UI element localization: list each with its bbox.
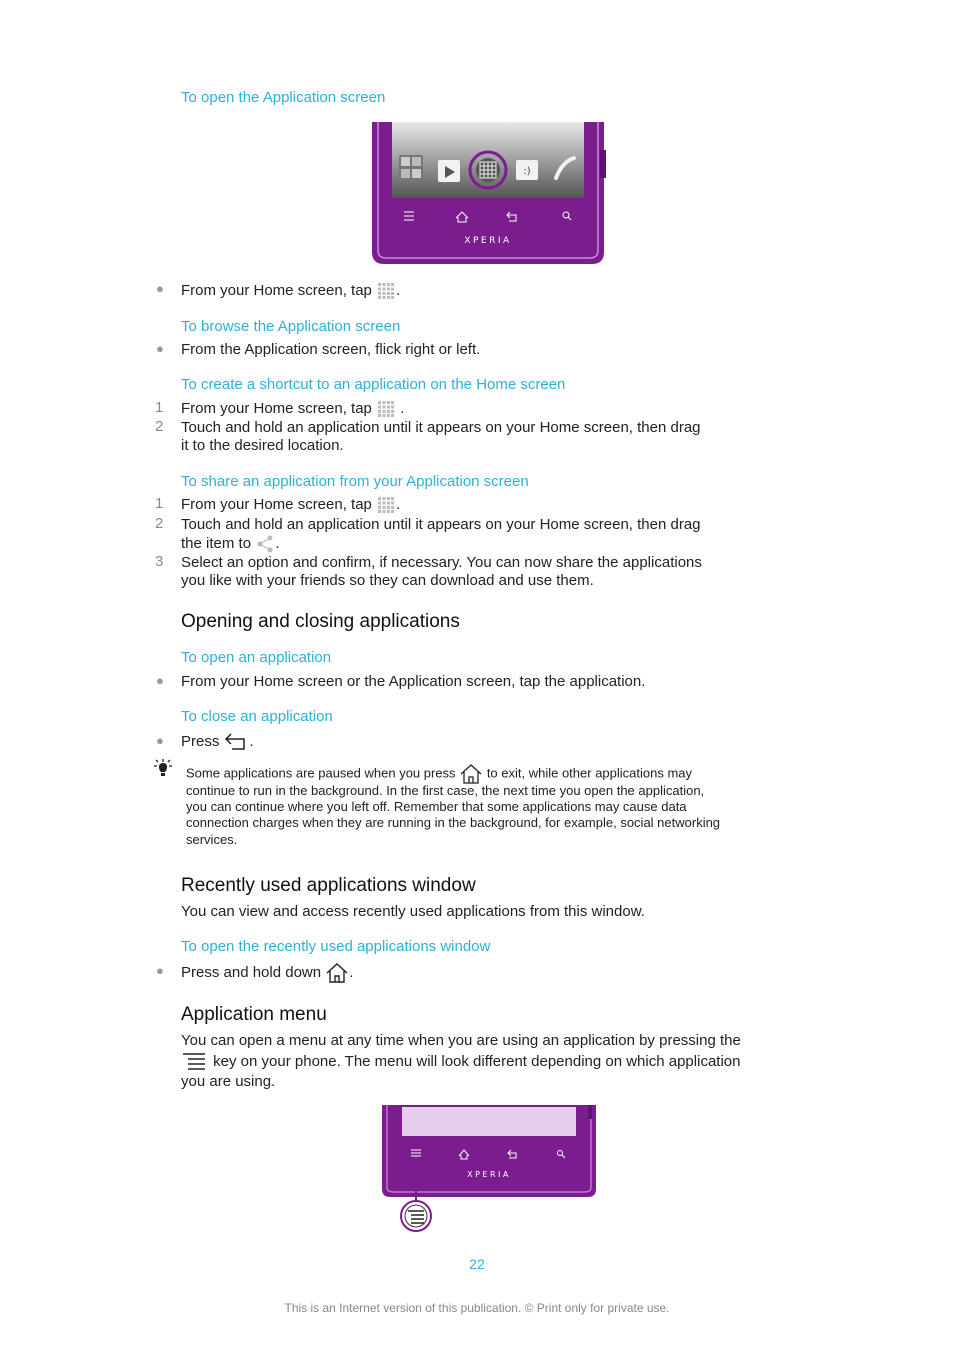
step-text: From your Home screen, tap . [181, 281, 400, 301]
tip-lightbulb-icon [152, 758, 174, 780]
tip-text: continue to run in the background. In the first case, the next time you open the application, [186, 783, 705, 798]
home-icon [459, 764, 483, 784]
step-number: 3 [155, 553, 164, 570]
bullet: ● [156, 733, 164, 748]
step-text: you like with your friends so they can download and use them. [181, 572, 594, 589]
heading-close-application: To close an application [181, 708, 333, 725]
heading-create-shortcut: To create a shortcut to an application on the Home screen [181, 376, 566, 393]
section-title-recent: Recently used applications window [181, 875, 476, 896]
bullet: ● [156, 963, 164, 978]
heading-open-application: To open an application [181, 649, 332, 666]
heading-open-recent: To open the recently used applications window [181, 938, 491, 955]
footer-note: This is an Internet version of this publication. © Print only for private use. [284, 1301, 670, 1315]
svg-text::): :) [523, 166, 531, 177]
phone-brand: XPERIA [464, 236, 512, 246]
section-title-open-close: Opening and closing applications [181, 611, 460, 632]
heading-open-app-screen: To open the Application screen [181, 89, 386, 106]
paragraph: You can view and access recently used applications from this window. [181, 903, 645, 920]
step-text: From your Home screen or the Application screen, tap the application. [181, 673, 646, 690]
step-text: Touch and hold an application until it appears on your Home screen, then drag [181, 516, 701, 533]
phone-illustration-app-screen [368, 122, 608, 268]
tip-text: you can continue where you left off. Remember that some applications may cause data [186, 799, 687, 814]
paragraph: key on your phone. The menu will look different depending on which application [181, 1051, 740, 1073]
tip-text: connection charges when they are running in the background, for example, social networking [186, 815, 721, 830]
step-text: Press and hold down . [181, 962, 353, 984]
heading-share-app: To share an application from your Application screen [181, 473, 529, 490]
step-text: From the Application screen, flick right or left. [181, 341, 481, 358]
step-text: Press . [181, 732, 254, 752]
tip-text: Some applications are paused when you press to exit, while other applications may [186, 764, 692, 784]
step-text: Touch and hold an application until it appears on your Home screen, then drag [181, 419, 701, 436]
section-title-app-menu: Application menu [181, 1004, 327, 1025]
step-text: the item to . [181, 534, 279, 554]
bullet: ● [156, 341, 164, 356]
step-text: it to the desired location. [181, 437, 344, 454]
step-text: Select an option and confirm, if necessary. You can now share the applications [181, 554, 702, 571]
menu-icon [181, 1051, 209, 1073]
bullet: ● [156, 673, 164, 688]
app-grid-icon [376, 495, 396, 515]
paragraph: you are using. [181, 1073, 276, 1090]
step-number: 1 [155, 495, 164, 512]
share-icon [255, 534, 275, 554]
heading-browse-app-screen: To browse the Application screen [181, 318, 401, 335]
step-number: 1 [155, 399, 164, 416]
phone-brand: XPERIA [467, 1170, 511, 1179]
bullet: ● [156, 281, 164, 296]
page-number: 22 [469, 1256, 485, 1272]
step-text: From your Home screen, tap . [181, 399, 404, 419]
paragraph: You can open a menu at any time when you are using an application by pressing the [181, 1032, 741, 1049]
app-grid-icon [376, 281, 396, 301]
step-number: 2 [155, 515, 164, 532]
home-icon [325, 962, 349, 984]
tip-text: services. [186, 832, 238, 847]
phone-illustration-menu-key [378, 1105, 600, 1235]
back-icon [224, 732, 250, 752]
app-grid-icon [376, 399, 396, 419]
step-number: 2 [155, 418, 164, 435]
step-text: From your Home screen, tap . [181, 495, 400, 515]
